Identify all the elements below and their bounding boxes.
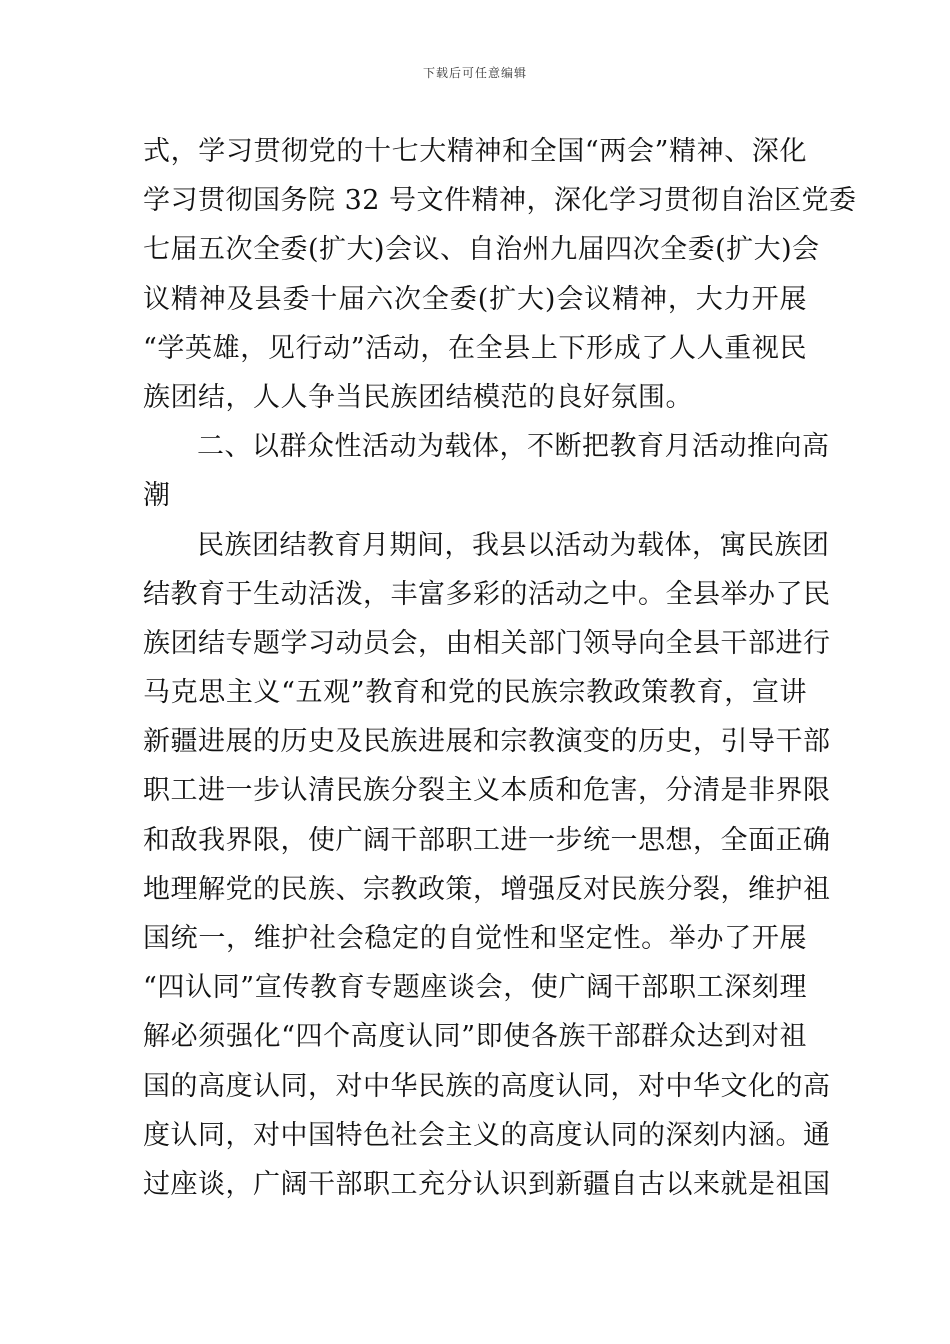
text-line: 族团结专题学习动员会，由相关部门领导向全县干部进行 [143,627,831,659]
text-line: “四认同”宣传教育专题座谈会，使广阔干部职工深刻理 [143,972,807,1004]
text-line: 度认同，对中国特色社会主义的高度认同的深刻内涵。通 [143,1119,831,1151]
section-heading-line: 二、以群众性活动为载体，不断把教育月活动推向高 [197,431,830,463]
text-line: 解必须强化“四个高度认同”即使各族干部群众达到对祖 [143,1021,807,1053]
text-line: “学英雄，见行动”活动，在全县上下形成了人人重视民 [143,332,807,364]
text-line: 民族团结教育月期间，我县以活动为载体，寓民族团 [197,529,830,561]
text-line: 马克思主义“五观”教育和党的民族宗教政策教育，宣讲 [143,677,807,709]
section-heading-line: 潮 [143,480,171,512]
text-line: 学习贯彻国务院 32 号文件精神，深化学习贯彻自治区党委 [143,185,857,217]
text-line: 式，学习贯彻党的十七大精神和全国“两会”精神、深化 [143,136,807,167]
text-line: 议精神及县委十届六次全委(扩大)会议精神，大力开展 [143,283,807,315]
text-line: 国统一，维护社会稳定的自觉性和坚定性。举办了开展 [143,923,807,954]
text-line: 地理解党的民族、宗教政策，增强反对民族分裂，维护祖 [143,873,831,905]
text-line: 七届五次全委(扩大)会议、自治州九届四次全委(扩大)会 [143,234,820,266]
text-line: 族团结，人人争当民族团结模范的良好氛围。 [143,381,693,413]
text-line: 职工进一步认清民族分裂主义本质和危害，分清是非界限 [143,775,831,807]
text-line: 结教育于生动活泼，丰富多彩的活动之中。全县举办了民 [143,578,831,610]
text-line: 国的高度认同，对中华民族的高度认同，对中华文化的高 [143,1070,831,1102]
page-header-note: 下载后可任意编辑 [422,66,527,80]
text-line: 和敌我界限，使广阔干部职工进一步统一思想，全面正确 [143,824,831,856]
document-body [143,127,857,1209]
text-line: 新疆进展的历史及民族进展和宗教演变的历史，引导干部 [143,726,831,758]
text-line: 过座谈，广阔干部职工充分认识到新疆自古以来就是祖国 [143,1168,831,1200]
